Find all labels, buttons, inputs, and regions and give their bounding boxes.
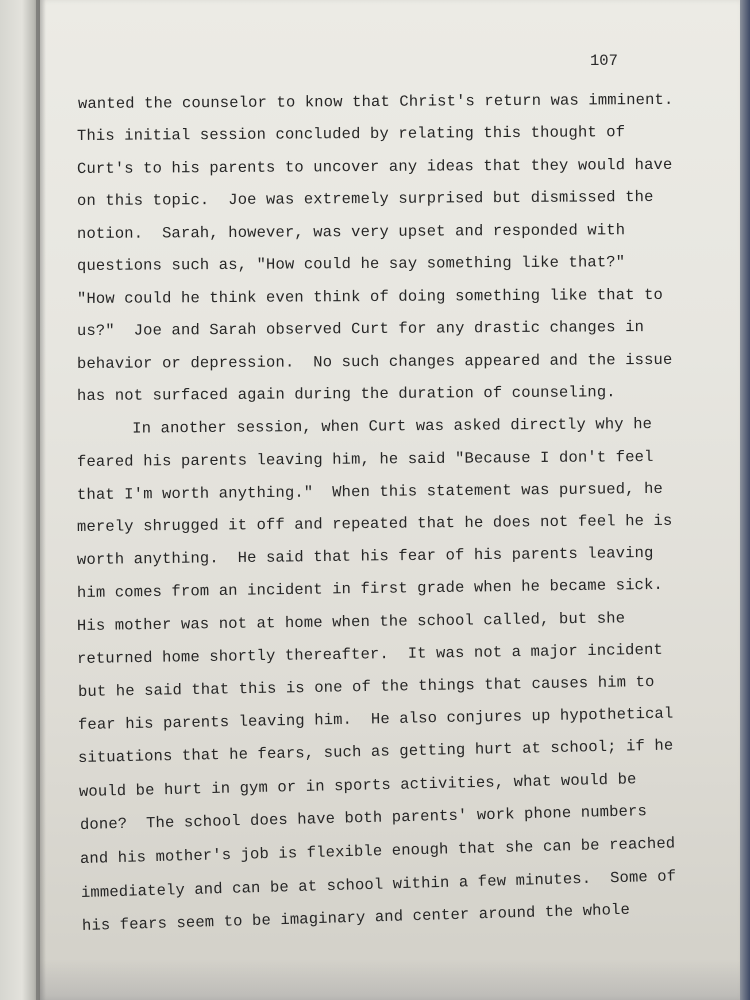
text-line: merely shrugged it off and repeated that he does not feel he is <box>76 511 673 536</box>
text-line: notion. Sarah, however, was very upset and responded with <box>76 221 626 243</box>
text-line: situations that he fears, such as getting hurt at school; if he <box>77 736 674 767</box>
text-line: worth anything. He said that his fear of his parents leaving <box>76 543 654 569</box>
text-line: feared his parents leaving him, he said "Because I don't feel <box>76 447 654 471</box>
text-line: Curt's to his parents to uncover any ideas that they would have <box>76 155 673 178</box>
text-line: This initial session concluded by relating this thought of <box>76 123 626 145</box>
text-line: questions such as, "How could he say something like that?" <box>76 253 626 275</box>
text-line: behavior or depression. No such changes appeared and the issue <box>76 350 673 373</box>
text-line: would be hurt in gym or in sports activities, what would be <box>78 770 637 801</box>
page-bottom-shading <box>40 960 740 1000</box>
binding-shadow <box>36 0 46 1000</box>
facing-page-edge <box>0 0 40 1000</box>
text-line: immediately and can be at school within a few minutes. Some of <box>80 867 677 902</box>
text-line: his fears seem to be imaginary and center around the whole <box>81 900 631 935</box>
text-line: returned home shortly thereafter. It was not a major incident <box>76 640 664 668</box>
page-number: 107 <box>590 52 618 70</box>
text-line: that I'm worth anything." When this statement was pursued, he <box>76 479 664 504</box>
text-line: has not surfaced again during the duration of counseling. <box>76 383 616 405</box>
text-line: and his mother's job is flexible enough that she can be reached <box>79 834 676 868</box>
text-line: on this topic. Joe was extremely surprised but dismissed the <box>76 187 654 210</box>
text-line: In another session, when Curt was asked directly why he <box>84 415 653 438</box>
text-line: His mother was not at home when the school called, but she <box>76 609 626 635</box>
text-line: "How could he think even think of doing something like that to <box>76 285 664 308</box>
text-line: but he said that this is one of the things that causes him to <box>77 672 655 701</box>
text-line: done? The school does have both parents' work phone numbers <box>79 802 648 834</box>
text-line: us?" Joe and Sarah observed Curt for any drastic changes in <box>76 318 645 340</box>
text-line: fear his parents leaving him. He also conjures up hypothetical <box>77 704 674 734</box>
text-line: wanted the counselor to know that Christ's return was imminent. <box>77 90 674 113</box>
text-line: him comes from an incident in first grade when he became sick. <box>76 575 664 602</box>
background-edge <box>740 0 750 1000</box>
